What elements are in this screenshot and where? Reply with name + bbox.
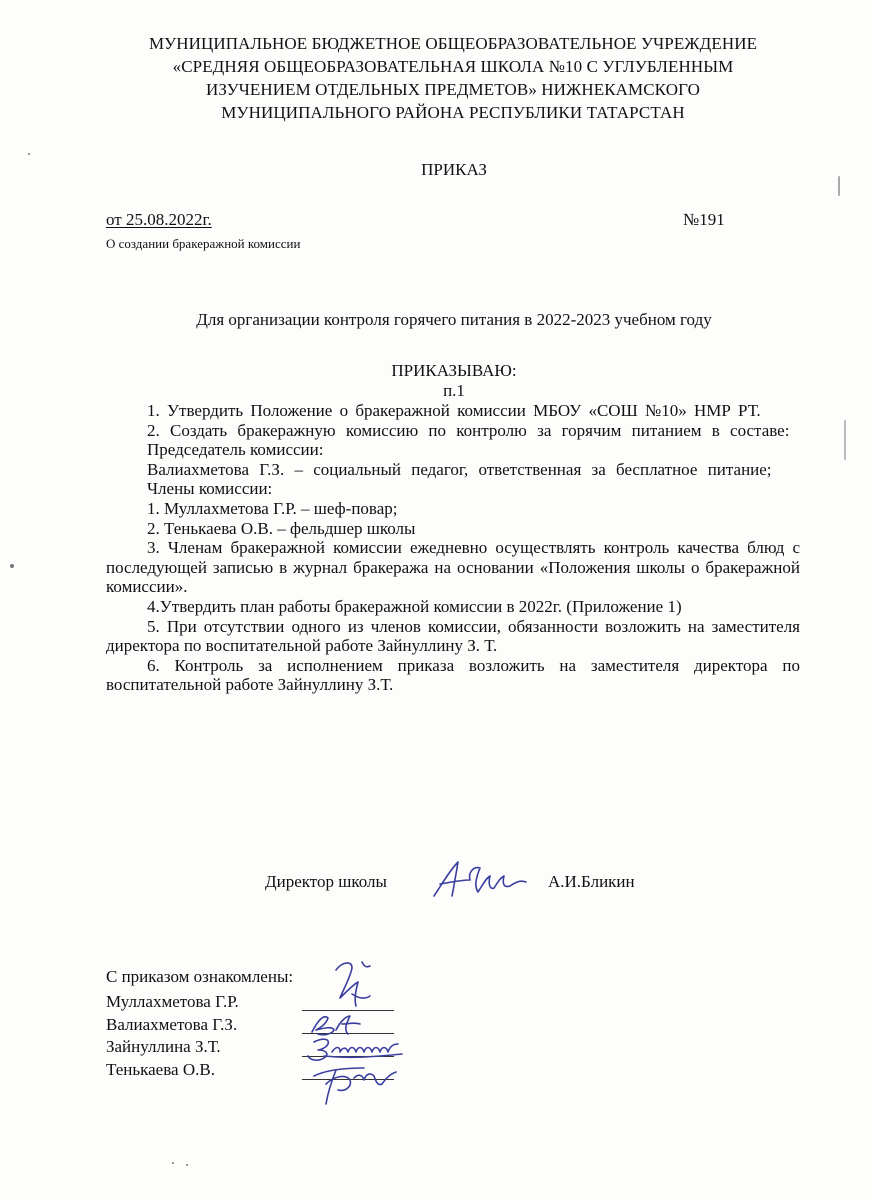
body-paragraph-5: Члены комиссии: xyxy=(147,479,273,499)
body-paragraph-6: 1. Муллахметова Г.Р. – шеф-повар; xyxy=(147,498,398,518)
scan-speck xyxy=(28,153,30,155)
order-purpose: Для организации контроля горячего питания в 2022-2023 учебном году xyxy=(196,310,712,329)
scan-speck xyxy=(844,420,846,460)
order-subject: О создании бракеражной комиссии xyxy=(106,236,301,251)
orders-heading: ПРИКАЗЫВАЮ: xyxy=(391,361,517,380)
body-paragraph-4: Валиахметова Г.З. – социальный педагог, ответственная за бесплатное питание; xyxy=(147,459,772,479)
point-number: п.1 xyxy=(443,381,465,400)
scan-speck xyxy=(10,564,14,568)
scan-speck xyxy=(186,1164,188,1166)
director-name: А.И.Бликин xyxy=(548,872,635,891)
header-line-1: МУНИЦИПАЛЬНОЕ БЮДЖЕТНОЕ ОБЩЕОБРАЗОВАТЕЛЬНОЕ УЧРЕЖДЕНИЕ xyxy=(148,34,758,53)
body-paragraph-7: 2. Тенькаева О.В. – фельдшер школы xyxy=(147,518,416,538)
signature-tenkaeva xyxy=(306,1056,404,1112)
ack-name-1: Муллахметова Г.Р. xyxy=(106,992,239,1011)
signature-mullakhmetova xyxy=(322,958,382,1014)
body-paragraph-2: 2. Создать бракеражную комиссию по контролю за горячим питанием в составе: xyxy=(147,420,790,440)
ack-name-3: Зайнуллина З.Т. xyxy=(106,1037,221,1057)
order-number: №191 xyxy=(683,210,725,229)
acknowledgement-list xyxy=(106,991,239,1082)
order-body xyxy=(106,401,800,695)
body-paragraph-8: 3. Членам бракеражной комиссии ежедневно осуществлять контроль качества блюд с последующей записью в журнал бракеража на основании «Положения школы о бракеражной комиссии». xyxy=(106,538,800,597)
organization-header xyxy=(100,32,806,124)
body-paragraph-3: Председатель комиссии: xyxy=(147,440,324,460)
document-title: ПРИКАЗ xyxy=(421,160,487,179)
scan-speck xyxy=(838,176,840,196)
ack-name-4: Тенькаева О.В. xyxy=(106,1060,215,1080)
body-paragraph-1: 1. Утвердить Положение о бракеражной комиссии МБОУ «СОШ №10» НМР РТ. xyxy=(147,401,761,420)
body-paragraph-11: 6. Контроль за исполнением приказа возложить на заместителя директора по воспитательной работе Зайнуллину З.Т. xyxy=(106,655,800,695)
director-label: Директор школы xyxy=(265,872,387,891)
header-line-3: ИЗУЧЕНИЕМ ОТДЕЛЬНЫХ ПРЕДМЕТОВ» НИЖНЕКАМСКОГО xyxy=(206,80,700,99)
header-line-2: «СРЕДНЯЯ ОБЩЕОБРАЗОВАТЕЛЬНАЯ ШКОЛА №10 С УГЛУБЛЕННЫМ xyxy=(172,57,734,76)
ack-name-2: Валиахметова Г.З. xyxy=(106,1014,238,1034)
body-paragraph-9: 4.Утвердить план работы бракеражной комиссии в 2022г. (Приложение 1) xyxy=(147,596,682,616)
acknowledgement-title: С приказом ознакомлены: xyxy=(106,967,294,986)
body-paragraph-10: 5. При отсутствии одного из членов комиссии, обязанности возложить на заместителя директора по воспитательной работе Зайнуллину З. Т. xyxy=(106,616,800,656)
director-signature xyxy=(430,858,530,902)
order-date: от 25.08.2022г. xyxy=(106,210,212,229)
scan-speck xyxy=(172,1162,174,1164)
header-line-4: МУНИЦИПАЛЬНОГО РАЙОНА РЕСПУБЛИКИ ТАТАРСТАН xyxy=(221,103,685,122)
